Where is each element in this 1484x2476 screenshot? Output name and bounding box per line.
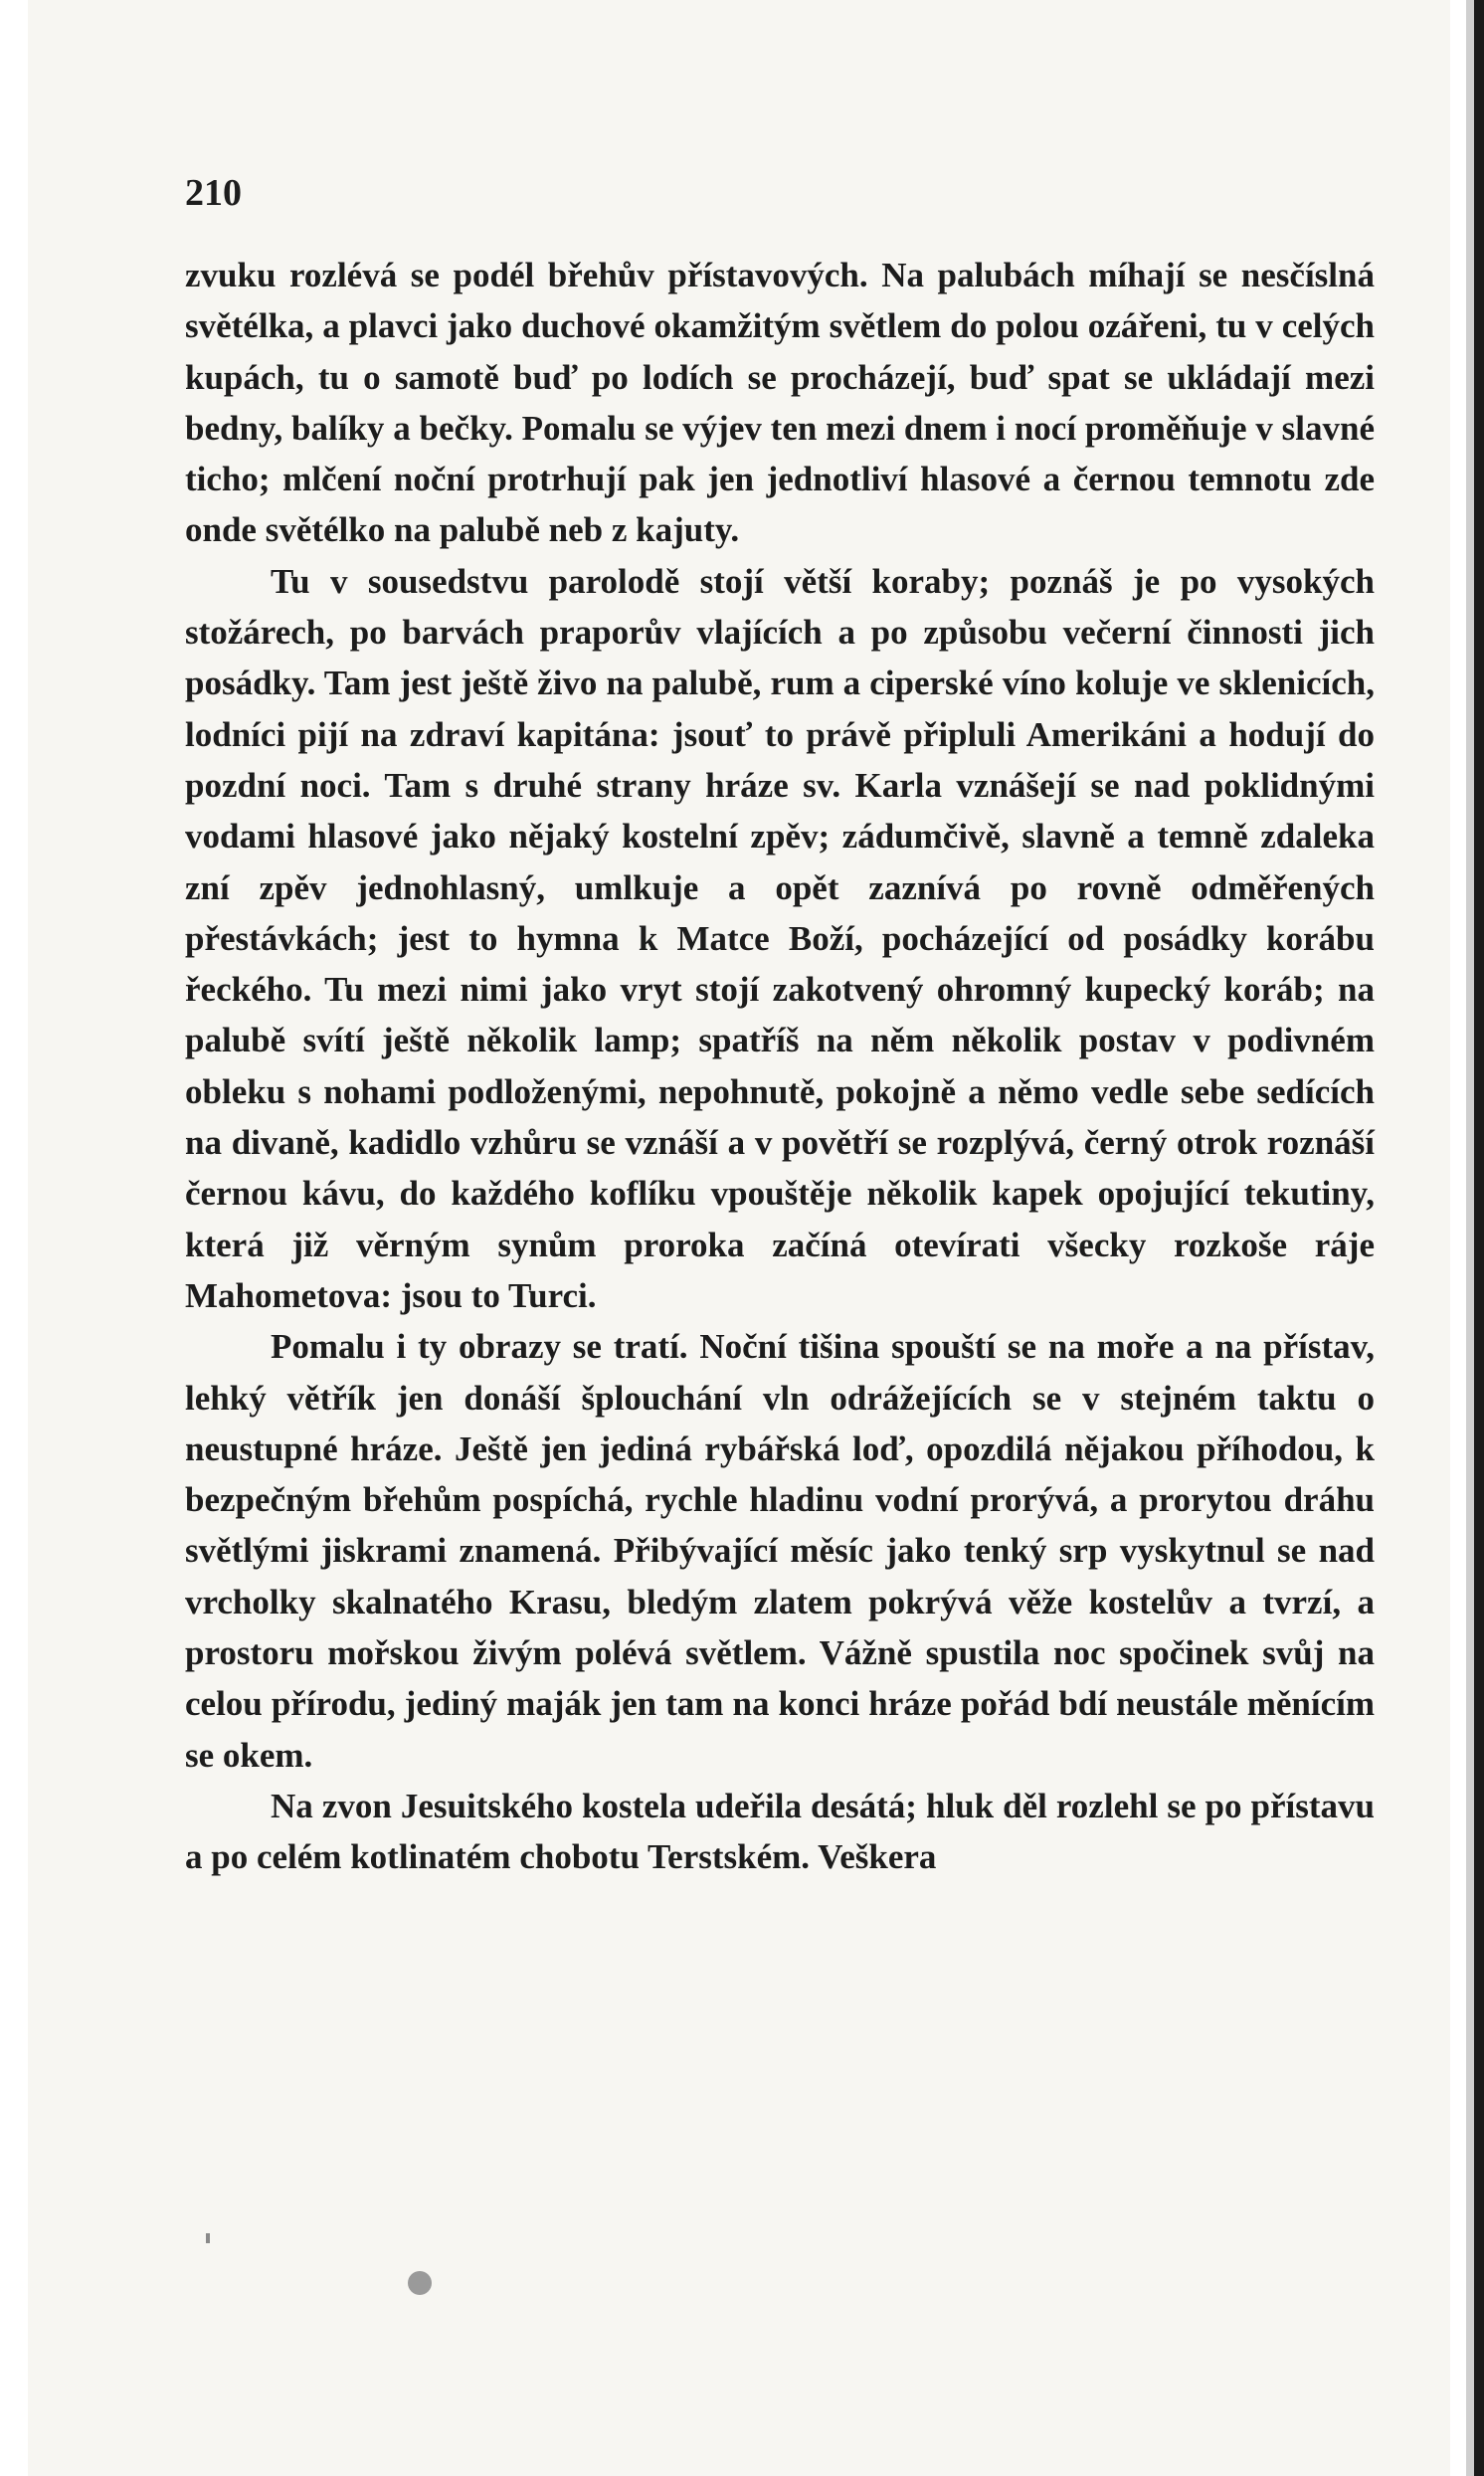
paragraph-3: Pomalu i ty obrazy se tratí. Noční tišina spouští se na moře a na přístav, lehký větřík jen donáší šplouchání vln odrážejících se v stejném taktu o neustupné hráze. Ještě jen jediná rybářská loď, opozdilá nějakou příhodou, k bezpečným břehům pospíchá, rychle hladinu vodní prorývá, a prorytou dráhu světlými jiskrami znamená. Přibývající měsíc jako tenký srp vyskytnul se nad vrcholky skalnatého Krasu, bledým zlatem pokrývá věže kostelův a tvrzí, a prostoru mořskou živým polévá světlem. Vážně spustila noc spočinek svůj na celou přírodu, jediný maják jen tam na konci hráze pořád bdí neustále měnícím se okem. [185,1327,1375,1775]
page-edge-shadow [1466,0,1474,2476]
scan-border [1474,0,1484,2476]
body-text [185,250,1375,1883]
paragraph-4: Na zvon Jesuitského kostela udeřila desátá; hluk děl rozlehl se po přístavu a po celém kotlinatém chobotu Terstském. Veškera [185,1786,1375,1877]
page-number: 210 [185,172,242,214]
print-speck [206,2233,210,2243]
ink-blot [408,2271,432,2295]
paragraph-2: Tu v sousedstvu parolodě stojí větší koraby; poznáš je po vysokých stožárech, po barvách praporův vlajících a po způsobu večerní činnosti jich posádky. Tam jest ještě živo na palubě, rum a ciperské víno koluje ve sklenicích, lodníci pijí na zdraví kapitána: jsouť to právě připluli Amerikáni a hodují do pozdní noci. Tam s druhé strany hráze sv. Karla vznášejí se nad poklidnými vodami hlasové jako nějaký kostelní zpěv; zádumčivě, slavně a temně zdaleka zní zpěv jednohlasný, umlkuje a opět zaznívá po rovně odměřených přestávkách; jest to hymna k Matce Boží, pocházející od posádky korábu řeckého. Tu mezi nimi jako vryt stojí zakotvený ohromný kupecký koráb; na palubě svítí ještě několik lamp; spatříš na něm několik postav v podivném obleku s nohami podloženými, nepohnutě, pokojně a němo vedle sebe sedících na divaně, kadidlo vzhůru se vznáší a v povětří se rozplývá, černý otrok roznáší černou kávu, do každého koflíku vpouštěje několik kapek opojující tekutiny, která již věrným synům proroka začíná otevírati všecky rozkoše ráje Mahometova: jsou to Turci. [185,561,1375,1315]
paragraph-1: zvuku rozlévá se podél břehův přístavových. Na palubách míhají se nesčíslná světélka, a plavci jako duchové okamžitým světlem do polou ozářeni, tu v celých kupách, tu o samotě buď po lodích se procházejí, buď spat se ukládají mezi bedny, balíky a bečky. Pomalu se výjev ten mezi dnem i nocí proměňuje v slavné ticho; mlčení noční protrhují pak jen jednotliví hlasové a černou temnotu zde onde světélko na palubě neb z kajuty. [185,256,1375,550]
